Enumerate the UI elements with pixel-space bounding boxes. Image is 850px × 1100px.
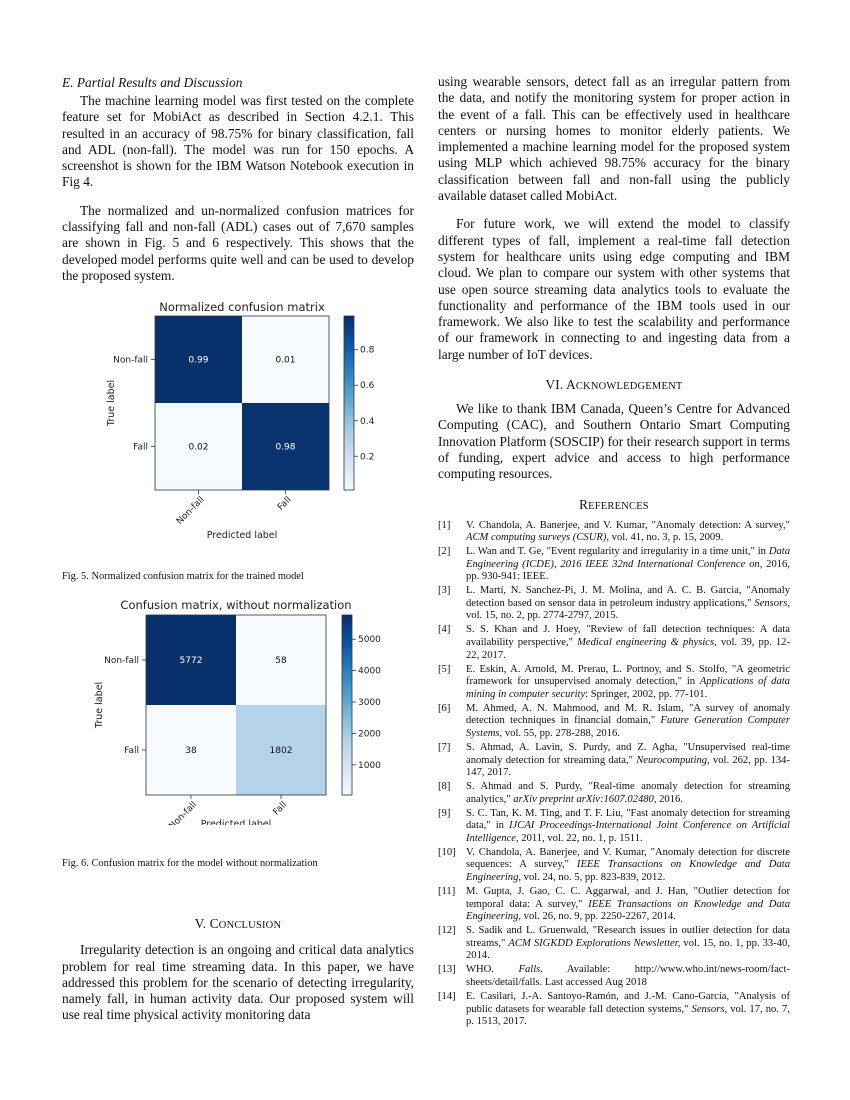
reference-item [438,847,790,885]
fig5-colorbar-segment [344,329,354,334]
reference-text: S. C. Tan, K. M. Ting, and T. F. Liu, "Fast anomaly detection for streaming data," in [466,807,790,832]
fig5-colorbar-segment [344,334,354,339]
fig6-cell-label-1-1: 1802 [269,746,293,757]
reference-text: M. Ahmed, A. N. Mahmood, and M. R. Islam, "A survey of anomaly detection techniques in financial domain," [466,702,790,727]
fig5-colorbar-tick-label-2: 0.4 [360,417,375,428]
fig5-colorbar-segment [344,425,354,430]
fig6-chart-title: Confusion matrix, without normalization [120,598,352,613]
reference-details: , 2011, vol. 22, no. 1, p. 1511. [516,832,643,844]
fig6-colorbar-segment [342,696,352,701]
fig5-y-tick-label-0: Non-fall [113,355,148,366]
fig6-colorbar-segment [342,615,352,620]
fig6-colorbar-tick-label-2: 3000 [358,698,381,709]
fig6-colorbar-segment [342,755,352,760]
fig5-colorbar-segment [344,477,354,482]
fig5-colorbar-segment [344,464,354,469]
fig6-colorbar-tick-label-4: 1000 [358,761,381,772]
reference-number: [12] [438,925,456,937]
conclusion-heading [62,916,414,932]
reference-number: [9] [438,807,451,819]
fig5-colorbar-segment [344,325,354,330]
fig6-colorbar-segment [342,665,352,670]
reference-venue: IJCAI Proceedings-International Joint Conference on Artificial Intelligence [466,820,791,844]
fig6-colorbar-segment [342,705,352,710]
fig6-colorbar-segment [342,764,352,769]
reference-item [438,664,790,702]
fig6-colorbar-segment [342,660,352,665]
fig6-colorbar-segment [342,777,352,782]
ack-title-first: A [566,377,576,393]
ack-number: VI. [545,377,564,393]
fig5-colorbar-segment [344,355,354,360]
reference-number: [4] [438,624,451,636]
fig5-colorbar-segment [344,421,354,426]
fig6-y-axis-label: True label [94,682,105,729]
reference-venue: Medical engineering & physics, [577,637,717,649]
fig6-colorbar-segment [342,701,352,706]
acknowledgement-paragraph: We like to thank IBM Canada, Queen’s Centre for Advanced Computing (CAC), and Southern Ontario Smart Computing Innovation Platform (SOSCIP) for their research support in terms of funding, expert advice and access to high performance computing resources. [438,401,790,482]
reference-venue: ACM SIGKDD Explorations Newsletter, [508,937,681,949]
fig5-colorbar-segment [344,408,354,413]
reference-item [438,703,790,741]
fig5-colorbar-segment [344,482,354,487]
reference-number: [6] [438,702,451,714]
fig6-colorbar-segment [342,678,352,683]
reference-number: [7] [438,741,451,753]
reference-number: [11] [438,886,456,898]
conclusion-paragraph: Irregularity detection is an ongoing and critical data analytics problem for real time streaming data. In this paper, we have addressed this problem for the scenario of detecting irregularity, namely fall, in human activity data. Our proposed system will use real time physical activity monitoring data [62,942,414,1023]
fig6-colorbar-segment [342,737,352,742]
conclusion-number: V. [194,916,207,932]
fig5-colorbar-segment [344,451,354,456]
reference-number: [10] [438,846,456,858]
reference-item [438,886,790,924]
reference-venue: Sensors, [691,1003,728,1015]
reference-list [438,520,790,1029]
reference-venue: ACM computing surveys (CSUR), [466,532,609,544]
ack-title-rest: CKNOWLEDGEMENT [575,381,683,393]
fig6-x-tick-label-1: Fall [271,800,290,818]
reference-details: vol. 17, no. 7, p. 1513, 2017. [466,1003,790,1028]
fig5-colorbar-segment [344,455,354,460]
reference-item [438,742,790,780]
reference-number: [3] [438,585,451,597]
reference-details: vol. 26, no. 9, pp. 2250-2267, 2014. [521,911,676,923]
fig6-y-tick-label-1: Fall [124,746,139,757]
fig6-colorbar-segment [342,750,352,755]
fig6-cell-label-0-1: 58 [275,656,287,667]
section-e-paragraph-2: The normalized and un-normalized confusion matrices for classifying fall and non-fall (ADL) cases out of 7,670 samples are shown in Fig. 5 and 6 respectively. This shows that the developed model performs quite well and can be used to develop the proposed system. [62,202,414,283]
fig6-colorbar-segment [342,683,352,688]
fig6-colorbar-tick-label-0: 5000 [358,635,381,646]
reference-item [438,546,790,584]
figure-6-caption: Fig. 6. Confusion matrix for the model without normalization [62,858,318,870]
fig6-colorbar-segment [342,746,352,751]
fig5-colorbar-tick-label-1: 0.6 [360,381,375,392]
reference-details: Available: http://www.who.int/news-room/fact-sheets/detail/falls. Last accessed Aug 2018 [466,964,790,988]
fig6-x-tick-label-0: Non-fall [167,800,200,826]
fig5-colorbar-segment [344,360,354,365]
reference-details: vol. 15, no. 2, pp. 2774-2797, 2015. [466,610,619,622]
fig6-y-tick-label-0: Non-fall [104,656,139,667]
fig5-colorbar-segment [344,473,354,478]
fig5-colorbar-segment [344,438,354,443]
fig5-colorbar-segment [344,469,354,474]
fig6-colorbar-segment [342,719,352,724]
fig6-colorbar-segment [342,642,352,647]
fig5-colorbar-segment [344,338,354,343]
reference-details: vol. 262, pp. 134-147, 2017. [466,754,790,779]
fig6-colorbar-segment [342,687,352,692]
fig5-y-tick-label-1: Fall [133,442,148,453]
fig6-colorbar-segment [342,728,352,733]
fig5-cell-label-1-1: 0.98 [275,442,296,453]
conclusion-continued-paragraph: using wearable sensors, detect fall as an irregular pattern from the data, and notify the monitoring system for proper action in the event of a fall. This can be effectively used in healthcare centers or nursing homes to monitor elderly patients. We implemented a machine learning model for the proposed system using MLP which achieved 98.75% accuracy for the binary classification between fall and non-fall using the publicly available dataset called MobiAct. [438,74,790,204]
fig5-colorbar-segment [344,460,354,465]
fig6-colorbar-segment [342,732,352,737]
fig5-colorbar-tick-label-0: 0.8 [360,346,375,357]
fig5-colorbar-segment [344,434,354,439]
figure-6 [62,593,414,825]
reference-number: [13] [438,964,456,976]
fig5-colorbar-segment [344,403,354,408]
fig6-colorbar-segment [342,710,352,715]
fig5-colorbar-segment [344,386,354,391]
reference-text: WHO. [466,964,519,976]
fig5-chart-title: Normalized confusion matrix [159,300,325,315]
reference-item [438,781,790,806]
fig6-colorbar-segment [342,692,352,697]
conclusion-title-first: C [209,916,219,932]
reference-text: V. Chandola, A. Banerjee, and V. Kumar, "Anomaly detection: A survey," [466,519,790,531]
fig5-cell-label-0-0: 0.99 [188,355,209,366]
fig6-colorbar-segment [342,629,352,634]
figure-5-caption: Fig. 5. Normalized confusion matrix for the trained model [62,571,304,583]
reference-item [438,808,790,846]
fig6-colorbar-segment [342,638,352,643]
reference-details: vol. 24, no. 5, pp. 823-839, 2012. [521,872,666,884]
future-work-paragraph: For future work, we will extend the model to classify different types of fall, implement a real-time fall detection system for healthcare units using edge computing and IBM cloud. We plan to compare our system with other systems that use open source streaming data analytics tools to evaluate the functionality and performance of the IBM tools used in our framework. We also like to test the scalability and performance of our framework in connecting to and ingesting data from a large number of IoT devices. [438,216,790,362]
reference-venue: IEEE Transactions on Knowledge and Data Engineering, [466,859,790,884]
fig5-x-axis-label: Predicted label [206,530,278,542]
reference-details: : Springer, 2002, pp. 77-101. [585,688,708,700]
fig5-colorbar-segment [344,377,354,382]
fig5-colorbar-segment [344,342,354,347]
reference-venue: IEEE Transactions on Knowledge and Data Engineering, [466,898,790,923]
reference-item [438,520,790,545]
references-title-rest: EFERENCES [588,500,649,512]
fig5-colorbar-segment [344,351,354,356]
fig6-colorbar-segment [342,647,352,652]
fig6-colorbar-segment [342,723,352,728]
reference-details: vol. 41, no. 3, p. 15, 2009. [609,532,724,544]
fig6-colorbar-segment [342,620,352,625]
fig6-colorbar-segment [342,759,352,764]
reference-text: M. Gupta, J. Gao, C. C. Aggarwal, and J. Han, "Outlier detection for temporal data: A survey," [466,886,790,910]
reference-number: [8] [438,781,451,793]
fig6-colorbar-tick-label-1: 4000 [358,666,381,677]
reference-details: , 2016, pp. 930-941: IEEE. [466,558,790,583]
reference-venue: Data Engineering (ICDE), 2016 IEEE 32nd International Conference on [466,546,790,570]
fig6-colorbar-segment [342,669,352,674]
reference-text: S. Sadik and L. Gruenwald, "Research issues in outlier detection for data streams," [466,925,790,949]
fig5-colorbar-segment [344,447,354,452]
fig6-colorbar-segment [342,656,352,661]
fig5-colorbar-segment [344,416,354,421]
fig5-colorbar-segment [344,390,354,395]
fig6-colorbar-segment [342,633,352,638]
reference-item [438,925,790,963]
fig5-colorbar-segment [344,347,354,352]
normalized-confusion-matrix-chart [62,298,414,560]
fig6-colorbar-segment [342,773,352,778]
reference-number: [1] [438,519,451,531]
fig6-colorbar-segment [342,714,352,719]
reference-venue: Sensors, [754,597,790,609]
section-e-paragraph-1: The machine learning model was first tested on the complete feature set for MobiAct as described in Section 4.2.1. This resulted in an accuracy of 98.75% for binary classification, fall and ADL (non-fall). The model was run for 150 epochs. A screenshot is shown for the IBM Watson Notebook execution in Fig 4. [62,93,414,190]
fig6-colorbar-segment [342,624,352,629]
references-heading [438,497,790,513]
references-title-first: R [579,496,589,512]
reference-venue: Falls. [518,964,543,976]
reference-text: S. Ahmad and S. Purdy, "Real-time anomaly detection for streaming analytics," [466,781,790,805]
reference-item [438,585,790,623]
reference-details: vol. 39, pp. 12-22, 2017. [466,637,790,661]
fig5-x-tick-label-0: Non-fall [174,495,207,528]
reference-venue: Applications of data mining in computer security [466,676,790,700]
unnormalized-confusion-matrix-chart [62,593,414,825]
conclusion-title-rest: ONCLUSION [218,920,282,932]
reference-item [438,624,790,662]
fig5-colorbar-segment [344,364,354,369]
fig5-colorbar-segment [344,399,354,404]
acknowledgement-heading [438,377,790,393]
section-e-heading: E. Partial Results and Discussion [62,75,243,90]
reference-text: E. Casilari, J.-A. Santoyo-Ramón, and J.-M. Cano-García, "Analysis of public datasets for wearable fall detection systems," [466,990,790,1015]
fig5-cell-label-0-1: 0.01 [275,355,296,366]
fig5-colorbar-segment [344,395,354,400]
fig6-colorbar-segment [342,786,352,791]
reference-venue: arXiv preprint arXiv:1607.02480, [513,793,657,805]
reference-text: S. S. Khan and J. Hoey, "Review of fall detection techniques: A data availability perspective," [466,624,790,649]
fig6-colorbar-segment [342,674,352,679]
reference-number: [2] [438,546,451,558]
reference-details: vol. 55, pp. 278-288, 2016. [502,727,620,739]
right-column [438,74,790,1030]
fig6-colorbar-segment [342,651,352,656]
fig5-colorbar-tick-label-3: 0.2 [360,452,375,463]
reference-number: [5] [438,663,451,675]
fig5-colorbar-segment [344,429,354,434]
reference-item [438,991,790,1029]
fig6-colorbar-tick-label-3: 2000 [358,729,381,740]
fig6-x-axis-label: Predicted label [200,819,272,826]
reference-details: vol. 15, no. 1, pp. 33-40, 2014. [466,937,790,962]
fig6-cell-label-0-0: 5772 [179,656,203,667]
reference-number: [14] [438,990,456,1002]
fig5-x-tick-label-1: Fall [276,495,294,513]
reference-item [438,964,790,989]
fig5-colorbar-segment [344,373,354,378]
reference-text: S. Ahmad, A. Lavin, S. Purdy, and Z. Agha, "Unsupervised real-time anomaly detection for streaming data," [466,741,790,766]
reference-text: L. Wan and T. Ge, "Event regularity and irregularity in a time unit," in [466,546,769,558]
fig5-colorbar-segment [344,316,354,321]
fig5-colorbar-segment [344,412,354,417]
fig5-colorbar-segment [344,382,354,387]
fig6-colorbar-segment [342,741,352,746]
reference-text: V. Chandola, A. Banerjee, and V. Kumar, "Anomaly detection for discrete sequences: A survey," [466,846,790,871]
reference-venue: Future Generation Computer Systems, [466,715,790,739]
fig6-cell-label-1-0: 38 [185,746,197,757]
fig5-y-axis-label: True label [106,380,117,427]
reference-text: E. Eskin, A. Arnold, M. Prerau, L. Portnoy, and S. Stolfo, "A geometric framework for unsupervised anomaly detection," in [466,663,790,688]
fig5-colorbar-segment [344,321,354,326]
fig6-colorbar-segment [342,782,352,787]
figure-5 [62,298,414,560]
fig5-cell-label-1-0: 0.02 [188,442,209,453]
fig5-colorbar-segment [344,368,354,373]
reference-details: 2016. [656,793,683,805]
fig6-colorbar-segment [342,768,352,773]
left-column [62,74,414,1024]
reference-text: L. Martí, N. Sanchez-Pi, J. M. Molina, and A. C. B. Garcia, "Anomaly detection based on sensor data in petroleum industry applications," [466,585,790,609]
fig5-colorbar-segment [344,442,354,447]
reference-venue: Neurocomputing, [636,754,710,766]
